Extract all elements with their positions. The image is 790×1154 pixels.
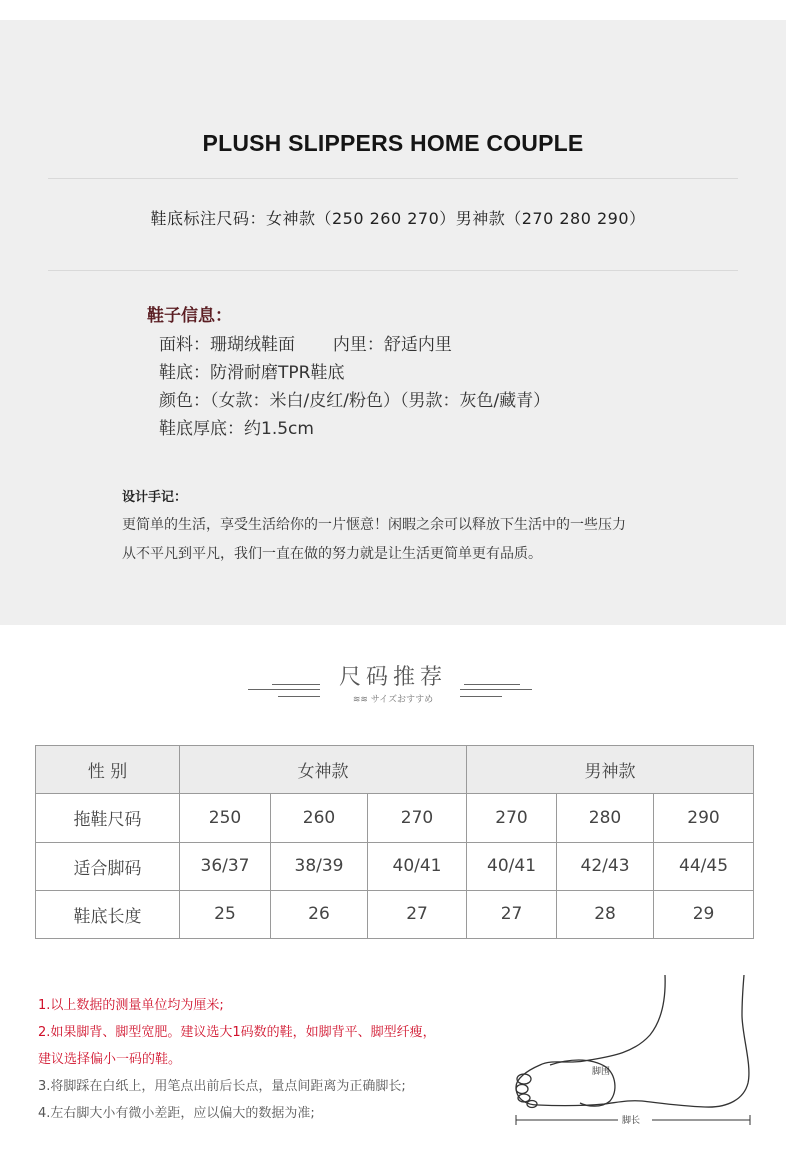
row-label: 鞋底长度 <box>36 890 180 938</box>
thickness-line: 鞋底厚底：约1.5cm <box>159 419 314 439</box>
table-cell: 25 <box>180 890 271 938</box>
divider <box>48 270 738 271</box>
table-cell: 290 <box>654 794 754 842</box>
foot-girth-label: 脚围 <box>592 1067 611 1077</box>
design-notes-line: 更简单的生活，享受生活给你的一片惬意！闲暇之余可以释放下生活中的一些压力 <box>122 517 626 533</box>
product-info-panel <box>0 20 786 625</box>
header-gender: 性 别 <box>36 746 180 794</box>
note-item: 1.以上数据的测量单位均为厘米; <box>38 998 224 1013</box>
table-cell: 40/41 <box>368 842 467 890</box>
foot-length-label: 脚长 <box>622 1116 641 1126</box>
foot-outline-icon <box>516 975 749 1108</box>
table-header-row <box>36 746 754 794</box>
note-item: 建议选择偏小一码的鞋。 <box>38 1052 182 1067</box>
design-notes-heading: 设计手记： <box>122 490 188 505</box>
table-row <box>36 890 754 938</box>
sole-size-note: 鞋底标注尺码：女神款（250 260 270）男神款（270 280 290） <box>150 209 646 228</box>
table-cell: 270 <box>368 794 467 842</box>
design-notes-line: 从不平凡到平凡，我们一直在做的努力就是让生活更简单更有品质。 <box>122 546 542 562</box>
table-cell: 260 <box>271 794 368 842</box>
note-item: 4.左右脚大小有微小差距，应以偏大的数据为准; <box>38 1106 315 1121</box>
color-line: 颜色：（女款：米白/皮红/粉色）（男款：灰色/藏青） <box>159 391 551 411</box>
table-row <box>36 842 754 890</box>
material-line: 面料：珊瑚绒鞋面 内里：舒适内里 <box>159 335 452 355</box>
table-cell: 29 <box>654 890 754 938</box>
size-recommend-title: 尺码推荐 <box>338 665 447 690</box>
table-cell: 38/39 <box>271 842 368 890</box>
foot-measure-diagram <box>510 975 760 1135</box>
header-women: 女神款 <box>180 746 467 794</box>
table-cell: 270 <box>467 794 557 842</box>
table-cell: 250 <box>180 794 271 842</box>
table-cell: 27 <box>368 890 467 938</box>
note-item: 3.将脚踩在白纸上，用笔点出前后长点，量点间距离为正确脚长; <box>38 1079 406 1094</box>
divider <box>48 178 738 179</box>
sole-line: 鞋底：防滑耐磨TPR鞋底 <box>159 363 345 383</box>
header-men: 男神款 <box>467 746 754 794</box>
table-cell: 36/37 <box>180 842 271 890</box>
table-cell: 28 <box>557 890 654 938</box>
table-cell: 44/45 <box>654 842 754 890</box>
size-recommend-subtitle: ≋≋ サイズおすすめ <box>352 695 434 705</box>
table-cell: 42/43 <box>557 842 654 890</box>
table-row <box>36 794 754 842</box>
row-label: 拖鞋尺码 <box>36 794 180 842</box>
table-cell: 27 <box>467 890 557 938</box>
note-item: 2.如果脚背、脚型宽肥。建议选大1码数的鞋，如脚背平、脚型纤瘦， <box>38 1025 436 1040</box>
table-cell: 40/41 <box>467 842 557 890</box>
table-cell: 26 <box>271 890 368 938</box>
size-table <box>35 745 754 939</box>
product-title: PLUSH SLIPPERS HOME COUPLE <box>202 130 584 156</box>
shoe-info-heading: 鞋子信息： <box>147 306 232 326</box>
table-cell: 280 <box>557 794 654 842</box>
row-label: 适合脚码 <box>36 842 180 890</box>
